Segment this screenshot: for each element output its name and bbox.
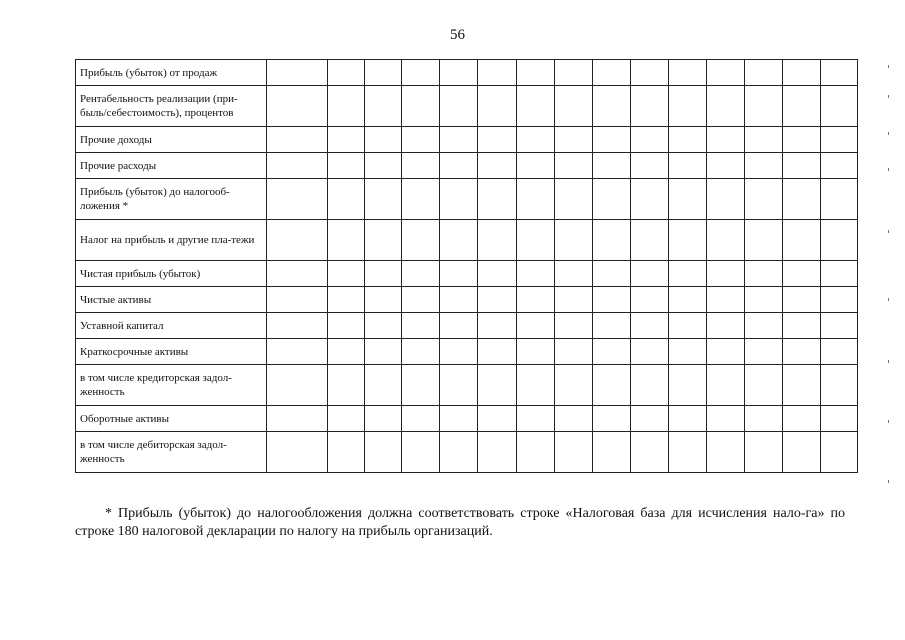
table-cell bbox=[555, 261, 593, 287]
table-cell bbox=[440, 127, 478, 153]
table-cell bbox=[745, 406, 783, 432]
table-cell bbox=[402, 153, 440, 179]
table-cell bbox=[821, 220, 858, 261]
table-cell bbox=[593, 406, 631, 432]
footnote: * Прибыль (убыток) до налогообложения должна соответствовать строке «Налоговая база для исчисления нало-га» по строке 180 налоговой декларации по налогу на прибыль организаций. bbox=[75, 506, 845, 539]
table-cell bbox=[440, 261, 478, 287]
table-cell bbox=[402, 365, 440, 406]
row-label: Краткосрочные активы bbox=[76, 339, 267, 365]
table-cell bbox=[631, 365, 669, 406]
table-cell bbox=[402, 313, 440, 339]
table-cell bbox=[593, 261, 631, 287]
table-cell bbox=[707, 287, 745, 313]
table-cell bbox=[593, 127, 631, 153]
table-cell bbox=[631, 60, 669, 86]
table-cell bbox=[745, 60, 783, 86]
table-cell bbox=[555, 365, 593, 406]
table-row bbox=[76, 339, 858, 365]
table-cell bbox=[267, 179, 328, 220]
table-cell bbox=[707, 339, 745, 365]
scan-margin-marks bbox=[888, 40, 898, 540]
row-label: Чистая прибыль (убыток) bbox=[76, 261, 267, 287]
table-cell bbox=[707, 313, 745, 339]
table-cell bbox=[517, 153, 555, 179]
page-number: 56 bbox=[450, 27, 465, 43]
table-cell bbox=[593, 60, 631, 86]
table-row bbox=[76, 406, 858, 432]
table-cell bbox=[555, 432, 593, 473]
table-cell bbox=[821, 153, 858, 179]
table-cell bbox=[328, 220, 365, 261]
row-label: Чистые активы bbox=[76, 287, 267, 313]
table-cell bbox=[555, 220, 593, 261]
table-cell bbox=[478, 60, 517, 86]
table-cell bbox=[267, 86, 328, 127]
table-cell bbox=[517, 365, 555, 406]
row-label: Прибыль (убыток) до налогооб-ложения * bbox=[76, 179, 267, 220]
table-cell bbox=[365, 339, 402, 365]
table-cell bbox=[440, 86, 478, 127]
table-cell bbox=[555, 406, 593, 432]
table-cell bbox=[783, 179, 821, 220]
table-cell bbox=[783, 287, 821, 313]
table-cell bbox=[631, 179, 669, 220]
table-cell bbox=[365, 261, 402, 287]
table-cell bbox=[478, 365, 517, 406]
table-cell bbox=[440, 313, 478, 339]
table-cell bbox=[783, 406, 821, 432]
table-row bbox=[76, 86, 858, 127]
table-cell bbox=[745, 313, 783, 339]
table-row bbox=[76, 432, 858, 473]
table-cell bbox=[267, 365, 328, 406]
table-cell bbox=[821, 339, 858, 365]
table-row bbox=[76, 261, 858, 287]
table-cell bbox=[745, 153, 783, 179]
table-cell bbox=[669, 339, 707, 365]
table-cell bbox=[478, 127, 517, 153]
table-cell bbox=[365, 365, 402, 406]
row-label: Рентабельность реализации (при-быль/себестоимость), процентов bbox=[76, 86, 267, 127]
table-cell bbox=[478, 86, 517, 127]
table-cell bbox=[517, 406, 555, 432]
table-cell bbox=[555, 60, 593, 86]
table-cell bbox=[402, 406, 440, 432]
table-cell bbox=[328, 60, 365, 86]
table-cell bbox=[821, 287, 858, 313]
table-cell bbox=[783, 86, 821, 127]
table-cell bbox=[821, 127, 858, 153]
table-cell bbox=[783, 313, 821, 339]
table-cell bbox=[328, 339, 365, 365]
table-cell bbox=[365, 406, 402, 432]
table-cell bbox=[707, 153, 745, 179]
table-cell bbox=[328, 127, 365, 153]
table-cell bbox=[593, 287, 631, 313]
table-cell bbox=[517, 60, 555, 86]
table-row bbox=[76, 179, 858, 220]
table-cell bbox=[440, 287, 478, 313]
table-cell bbox=[555, 339, 593, 365]
table-cell bbox=[555, 153, 593, 179]
table-cell bbox=[478, 432, 517, 473]
table-cell bbox=[365, 313, 402, 339]
table-cell bbox=[821, 432, 858, 473]
table-cell bbox=[821, 86, 858, 127]
table-cell bbox=[669, 287, 707, 313]
table-cell bbox=[478, 179, 517, 220]
table-cell bbox=[593, 86, 631, 127]
financial-indicators-table bbox=[75, 59, 858, 473]
table-cell bbox=[669, 365, 707, 406]
table-cell bbox=[365, 220, 402, 261]
table-cell bbox=[478, 287, 517, 313]
table-cell bbox=[745, 179, 783, 220]
table-cell bbox=[745, 261, 783, 287]
table-cell bbox=[631, 339, 669, 365]
table-cell bbox=[517, 432, 555, 473]
table-cell bbox=[707, 179, 745, 220]
table-cell bbox=[669, 60, 707, 86]
table-cell bbox=[783, 127, 821, 153]
table-cell bbox=[631, 153, 669, 179]
table-cell bbox=[328, 365, 365, 406]
table-cell bbox=[593, 179, 631, 220]
table-cell bbox=[365, 179, 402, 220]
row-label: Оборотные активы bbox=[76, 406, 267, 432]
table-cell bbox=[555, 313, 593, 339]
table-cell bbox=[593, 153, 631, 179]
table-cell bbox=[593, 432, 631, 473]
table-cell bbox=[440, 406, 478, 432]
table-cell bbox=[402, 127, 440, 153]
table-cell bbox=[267, 153, 328, 179]
table-row bbox=[76, 60, 858, 86]
table-cell bbox=[783, 261, 821, 287]
table-row bbox=[76, 220, 858, 261]
table-cell bbox=[669, 127, 707, 153]
table-cell bbox=[669, 153, 707, 179]
table-cell bbox=[440, 339, 478, 365]
table-cell bbox=[821, 261, 858, 287]
table-cell bbox=[440, 365, 478, 406]
table-cell bbox=[365, 127, 402, 153]
table-cell bbox=[440, 179, 478, 220]
table-cell bbox=[365, 153, 402, 179]
table-cell bbox=[402, 220, 440, 261]
table-cell bbox=[365, 287, 402, 313]
row-label: Уставной капитал bbox=[76, 313, 267, 339]
table-cell bbox=[631, 127, 669, 153]
table-cell bbox=[745, 86, 783, 127]
table-cell bbox=[440, 153, 478, 179]
table-cell bbox=[267, 313, 328, 339]
row-label: в том числе дебиторская задол-женность bbox=[76, 432, 267, 473]
table-cell bbox=[328, 153, 365, 179]
table-cell bbox=[783, 153, 821, 179]
table-cell bbox=[328, 86, 365, 127]
table-cell bbox=[669, 432, 707, 473]
table-cell bbox=[593, 313, 631, 339]
table-cell bbox=[745, 432, 783, 473]
table-cell bbox=[365, 60, 402, 86]
table-cell bbox=[328, 261, 365, 287]
table-cell bbox=[821, 60, 858, 86]
table-cell bbox=[669, 406, 707, 432]
table-cell bbox=[478, 261, 517, 287]
table-cell bbox=[267, 261, 328, 287]
table-cell bbox=[707, 86, 745, 127]
table-cell bbox=[517, 313, 555, 339]
table-cell bbox=[402, 287, 440, 313]
table-cell bbox=[517, 287, 555, 313]
table-cell bbox=[669, 261, 707, 287]
table-cell bbox=[478, 339, 517, 365]
table-cell bbox=[267, 406, 328, 432]
table-row bbox=[76, 127, 858, 153]
table-cell bbox=[631, 432, 669, 473]
table-cell bbox=[783, 365, 821, 406]
table-cell bbox=[555, 86, 593, 127]
table-cell bbox=[478, 153, 517, 179]
table-cell bbox=[593, 339, 631, 365]
table-cell bbox=[402, 339, 440, 365]
table-row bbox=[76, 287, 858, 313]
table-cell bbox=[745, 339, 783, 365]
table-cell bbox=[555, 179, 593, 220]
table-cell bbox=[267, 220, 328, 261]
table-cell bbox=[783, 220, 821, 261]
table-cell bbox=[517, 127, 555, 153]
table-cell bbox=[821, 406, 858, 432]
table-cell bbox=[593, 220, 631, 261]
table-cell bbox=[783, 60, 821, 86]
table-cell bbox=[631, 313, 669, 339]
table-row bbox=[76, 365, 858, 406]
table-cell bbox=[631, 261, 669, 287]
table-cell bbox=[707, 220, 745, 261]
row-label: Прочие доходы bbox=[76, 127, 267, 153]
table-cell bbox=[267, 432, 328, 473]
table-cell bbox=[365, 86, 402, 127]
table-cell bbox=[783, 339, 821, 365]
table-cell bbox=[402, 179, 440, 220]
table-row bbox=[76, 153, 858, 179]
table-cell bbox=[631, 406, 669, 432]
table-cell bbox=[745, 127, 783, 153]
table-cell bbox=[402, 432, 440, 473]
table-cell bbox=[267, 60, 328, 86]
table-cell bbox=[555, 127, 593, 153]
table-cell bbox=[402, 86, 440, 127]
table-cell bbox=[669, 220, 707, 261]
table-cell bbox=[745, 365, 783, 406]
table-cell bbox=[783, 432, 821, 473]
table-cell bbox=[745, 220, 783, 261]
table-cell bbox=[267, 127, 328, 153]
table-cell bbox=[593, 365, 631, 406]
table-cell bbox=[328, 287, 365, 313]
table-cell bbox=[440, 432, 478, 473]
row-label: Налог на прибыль и другие пла-тежи bbox=[76, 220, 267, 261]
table-cell bbox=[517, 179, 555, 220]
table-cell bbox=[328, 179, 365, 220]
table-cell bbox=[555, 287, 593, 313]
table-cell bbox=[707, 60, 745, 86]
table-cell bbox=[821, 179, 858, 220]
table-cell bbox=[707, 365, 745, 406]
table-cell bbox=[707, 432, 745, 473]
table-cell bbox=[478, 406, 517, 432]
table-cell bbox=[745, 287, 783, 313]
table-cell bbox=[440, 60, 478, 86]
table-cell bbox=[821, 365, 858, 406]
table-cell bbox=[669, 86, 707, 127]
table-cell bbox=[478, 313, 517, 339]
row-label: Прочие расходы bbox=[76, 153, 267, 179]
table-cell bbox=[328, 406, 365, 432]
table-cell bbox=[402, 60, 440, 86]
table-cell bbox=[517, 220, 555, 261]
table-cell bbox=[669, 179, 707, 220]
table-cell bbox=[669, 313, 707, 339]
table-cell bbox=[440, 220, 478, 261]
table-cell bbox=[707, 127, 745, 153]
table-cell bbox=[328, 432, 365, 473]
table-cell bbox=[517, 261, 555, 287]
table-cell bbox=[478, 220, 517, 261]
table-cell bbox=[517, 339, 555, 365]
table-cell bbox=[365, 432, 402, 473]
table-cell bbox=[821, 313, 858, 339]
table-cell bbox=[707, 406, 745, 432]
table-cell bbox=[631, 86, 669, 127]
row-label: в том числе кредиторская задол-женность bbox=[76, 365, 267, 406]
table-cell bbox=[631, 220, 669, 261]
table-cell bbox=[267, 287, 328, 313]
table-cell bbox=[328, 313, 365, 339]
table-cell bbox=[517, 86, 555, 127]
table-cell bbox=[707, 261, 745, 287]
row-label: Прибыль (убыток) от продаж bbox=[76, 60, 267, 86]
table-cell bbox=[402, 261, 440, 287]
table-cell bbox=[267, 339, 328, 365]
table-row bbox=[76, 313, 858, 339]
table-cell bbox=[631, 287, 669, 313]
